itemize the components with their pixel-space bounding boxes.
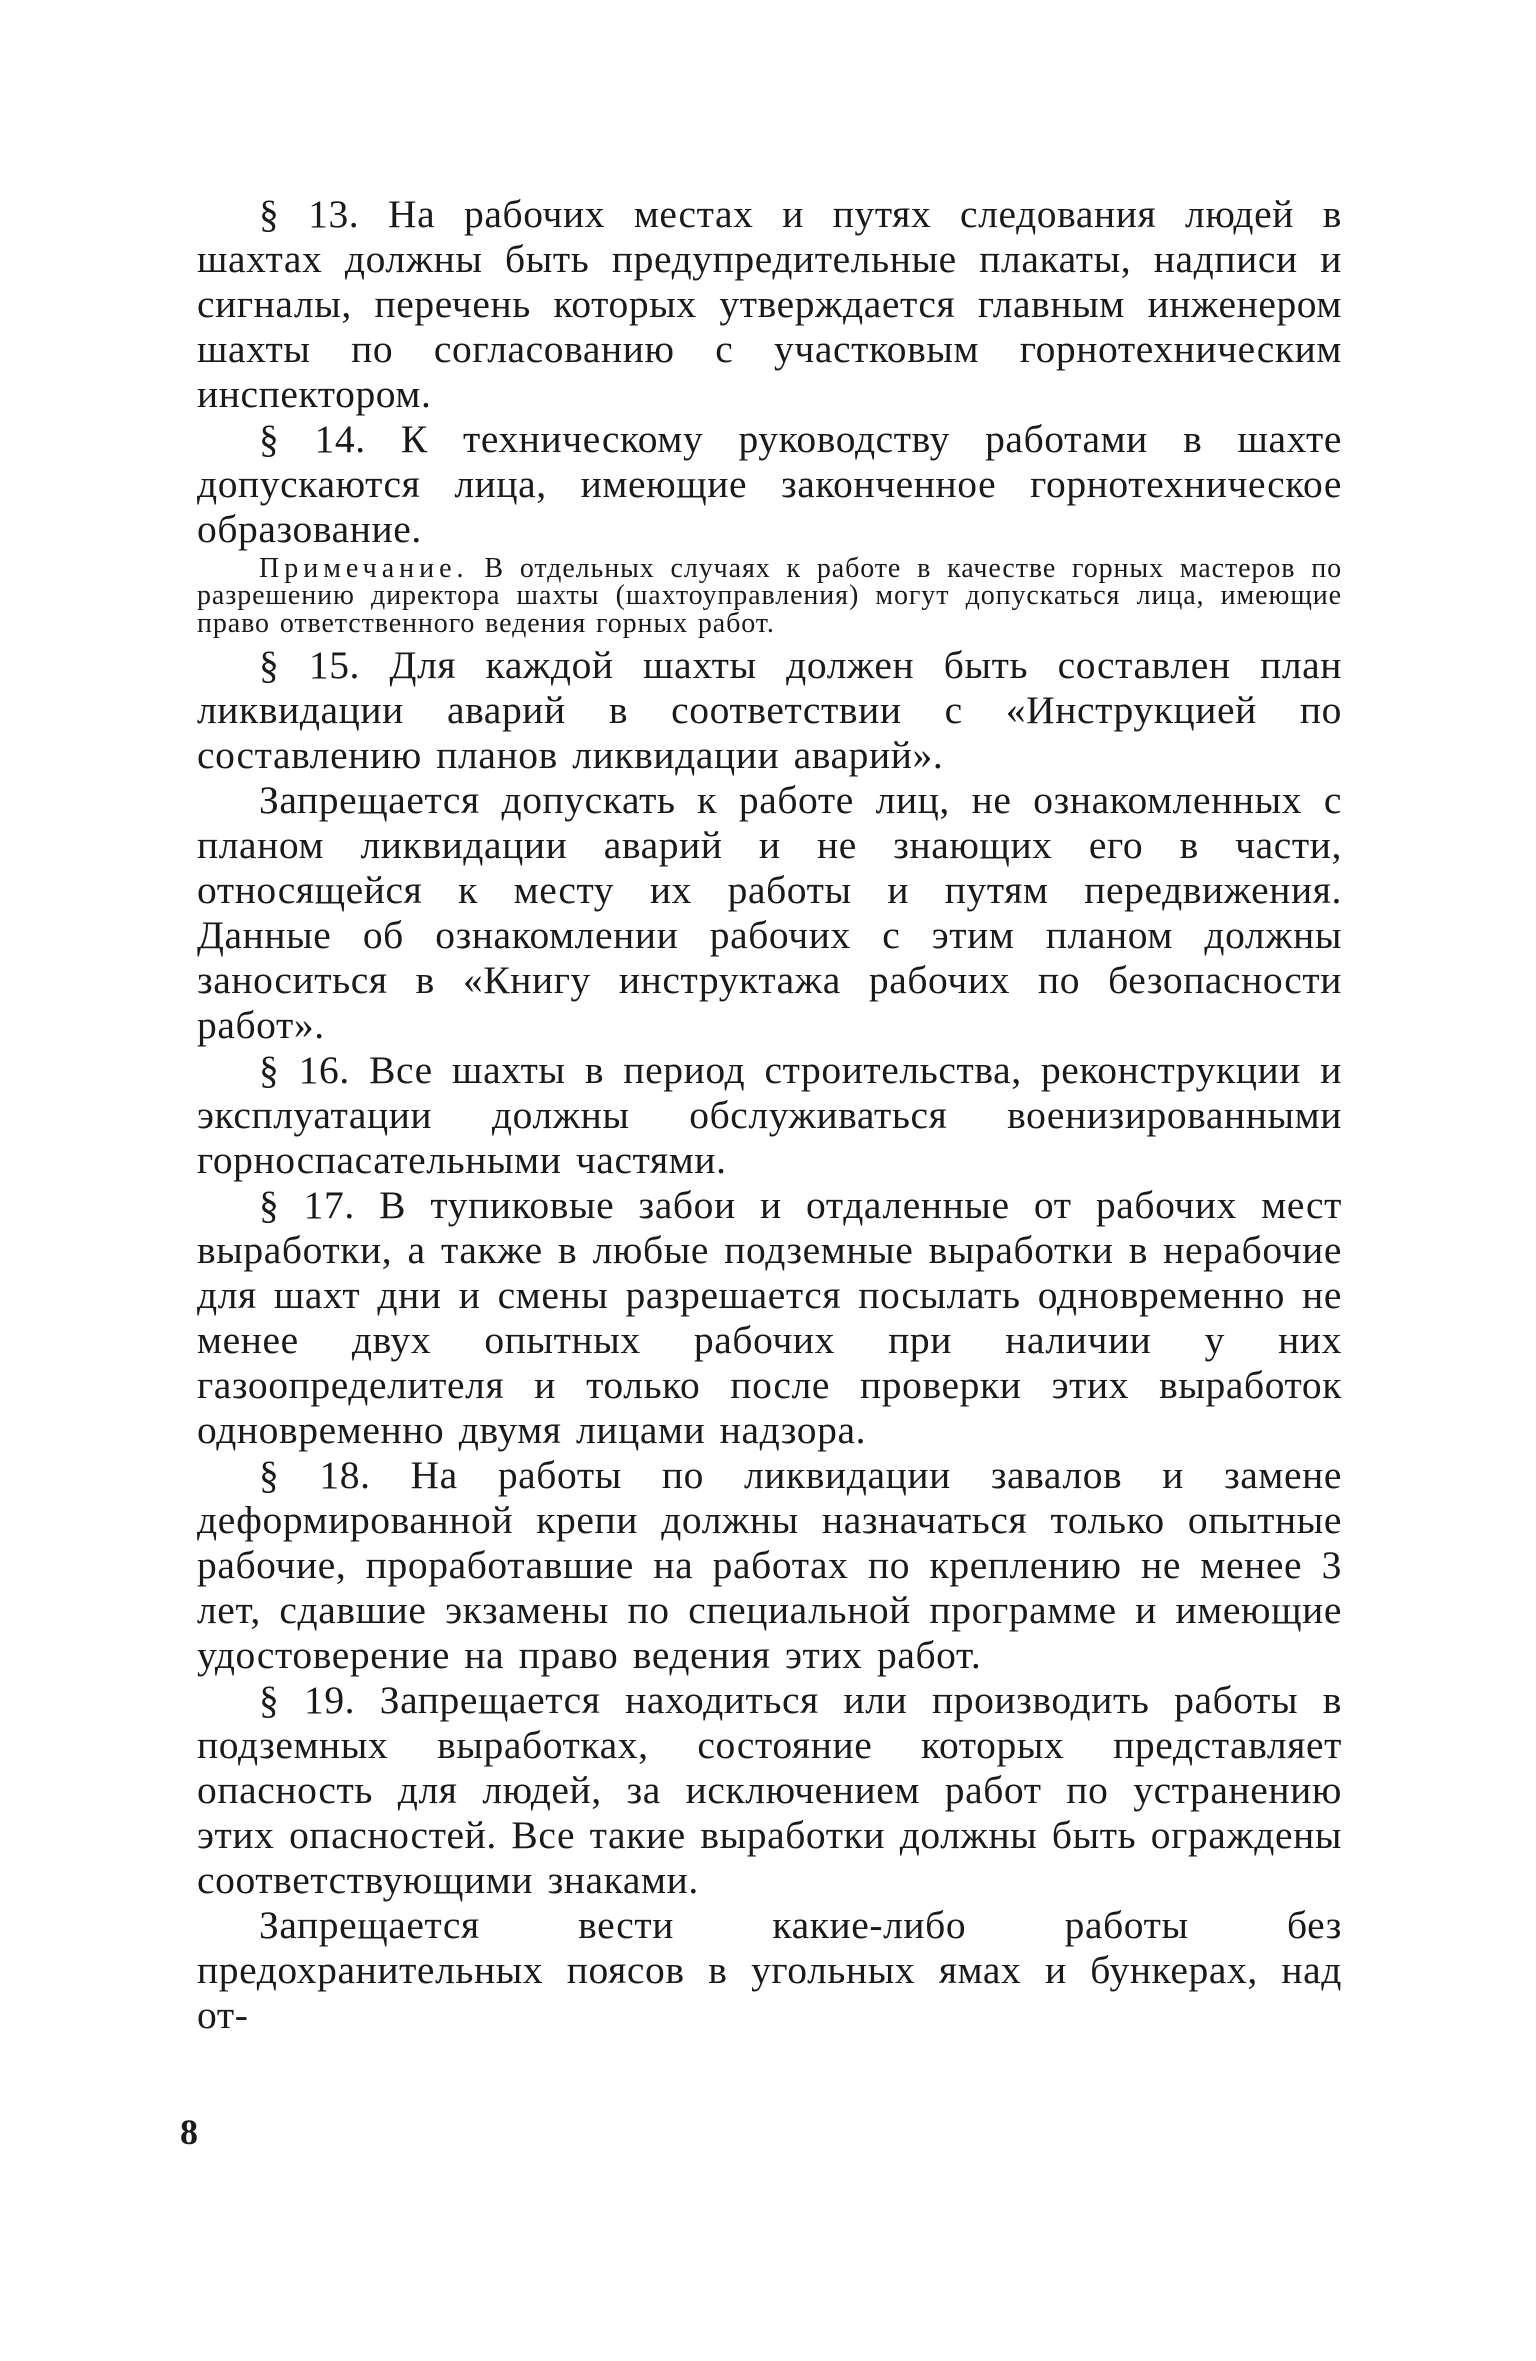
note xyxy=(197,555,1342,637)
paragraph-14: § 14. К техническому руководству работами в шахте допускаются лица, имеющие законченное горнотехническое образование. xyxy=(197,417,1342,551)
paragraph-16: § 16. Все шахты в период строительства, реконструкции и эксплуатации должны обслуживаться военизированными горноспасательными частями. xyxy=(197,1047,1342,1182)
paragraph-17: § 17. В тупиковые забои и отдаленные от рабочих мест выработки, а также в любые подземные выработки в нерабочие для шахт дни и смены разрешается посылать одновременно не менее двух опытных рабочих при наличии у них газоопределителя и только после проверки этих выработок одновременно двумя лицами надзора. xyxy=(197,1182,1342,1452)
paragraph-15: § 15. Для каждой шахты должен быть составлен план ликвидации аварий в соответствии с «Инструкцией по составлению планов ликвидации аварий». xyxy=(197,642,1342,777)
paragraph-13: § 13. На рабочих местах и путях следования людей в шахтах должны быть предупредительные плакаты, надписи и сигналы, перечень которых утверждается главным инженером шахты по согласованию с участковым горнотехническим инспектором. xyxy=(197,192,1342,416)
paragraph-19: § 19. Запрещается находиться или производить работы в подземных выработках, состояние которых представляет опасность для людей, за исключением работ по устранению этих опасностей. Все такие выработки должны быть ограждены соответствующими знаками. xyxy=(197,1677,1342,1902)
page-body xyxy=(197,192,1342,2038)
note-label: Примечание. xyxy=(259,553,469,584)
page-number: 8 xyxy=(180,2112,198,2152)
paragraph-18: § 18. На работы по ликвидации завалов и замене деформированной крепи должны назначаться только опытные рабочие, проработавшие на работах по креплению не менее 3 лет, сдавшие экзамены по специальной программе и имеющие удостоверение на право ведения этих работ. xyxy=(197,1452,1342,1677)
paragraph-19-continued: Запрещается вести какие-либо работы без предохранительных поясов в угольных ямах и бункерах, над от- xyxy=(197,1902,1342,2037)
note-text: В отдельных случаях к работе в качестве горных мастеров по разрешению директора шахты (шахтоуправления) могут допускаться лица, имеющие право ответственного ведения горных работ. xyxy=(197,553,1342,639)
paragraph-15-continued: Запрещается допускать к работе лиц, не ознакомленных с планом ликвидации аварий и не знающих его в части, относящейся к месту их работы и путям передвижения. Данные об ознакомлении рабочих с этим планом должны заноситься в «Книгу инструктажа рабочих по безопасности работ». xyxy=(197,777,1342,1047)
